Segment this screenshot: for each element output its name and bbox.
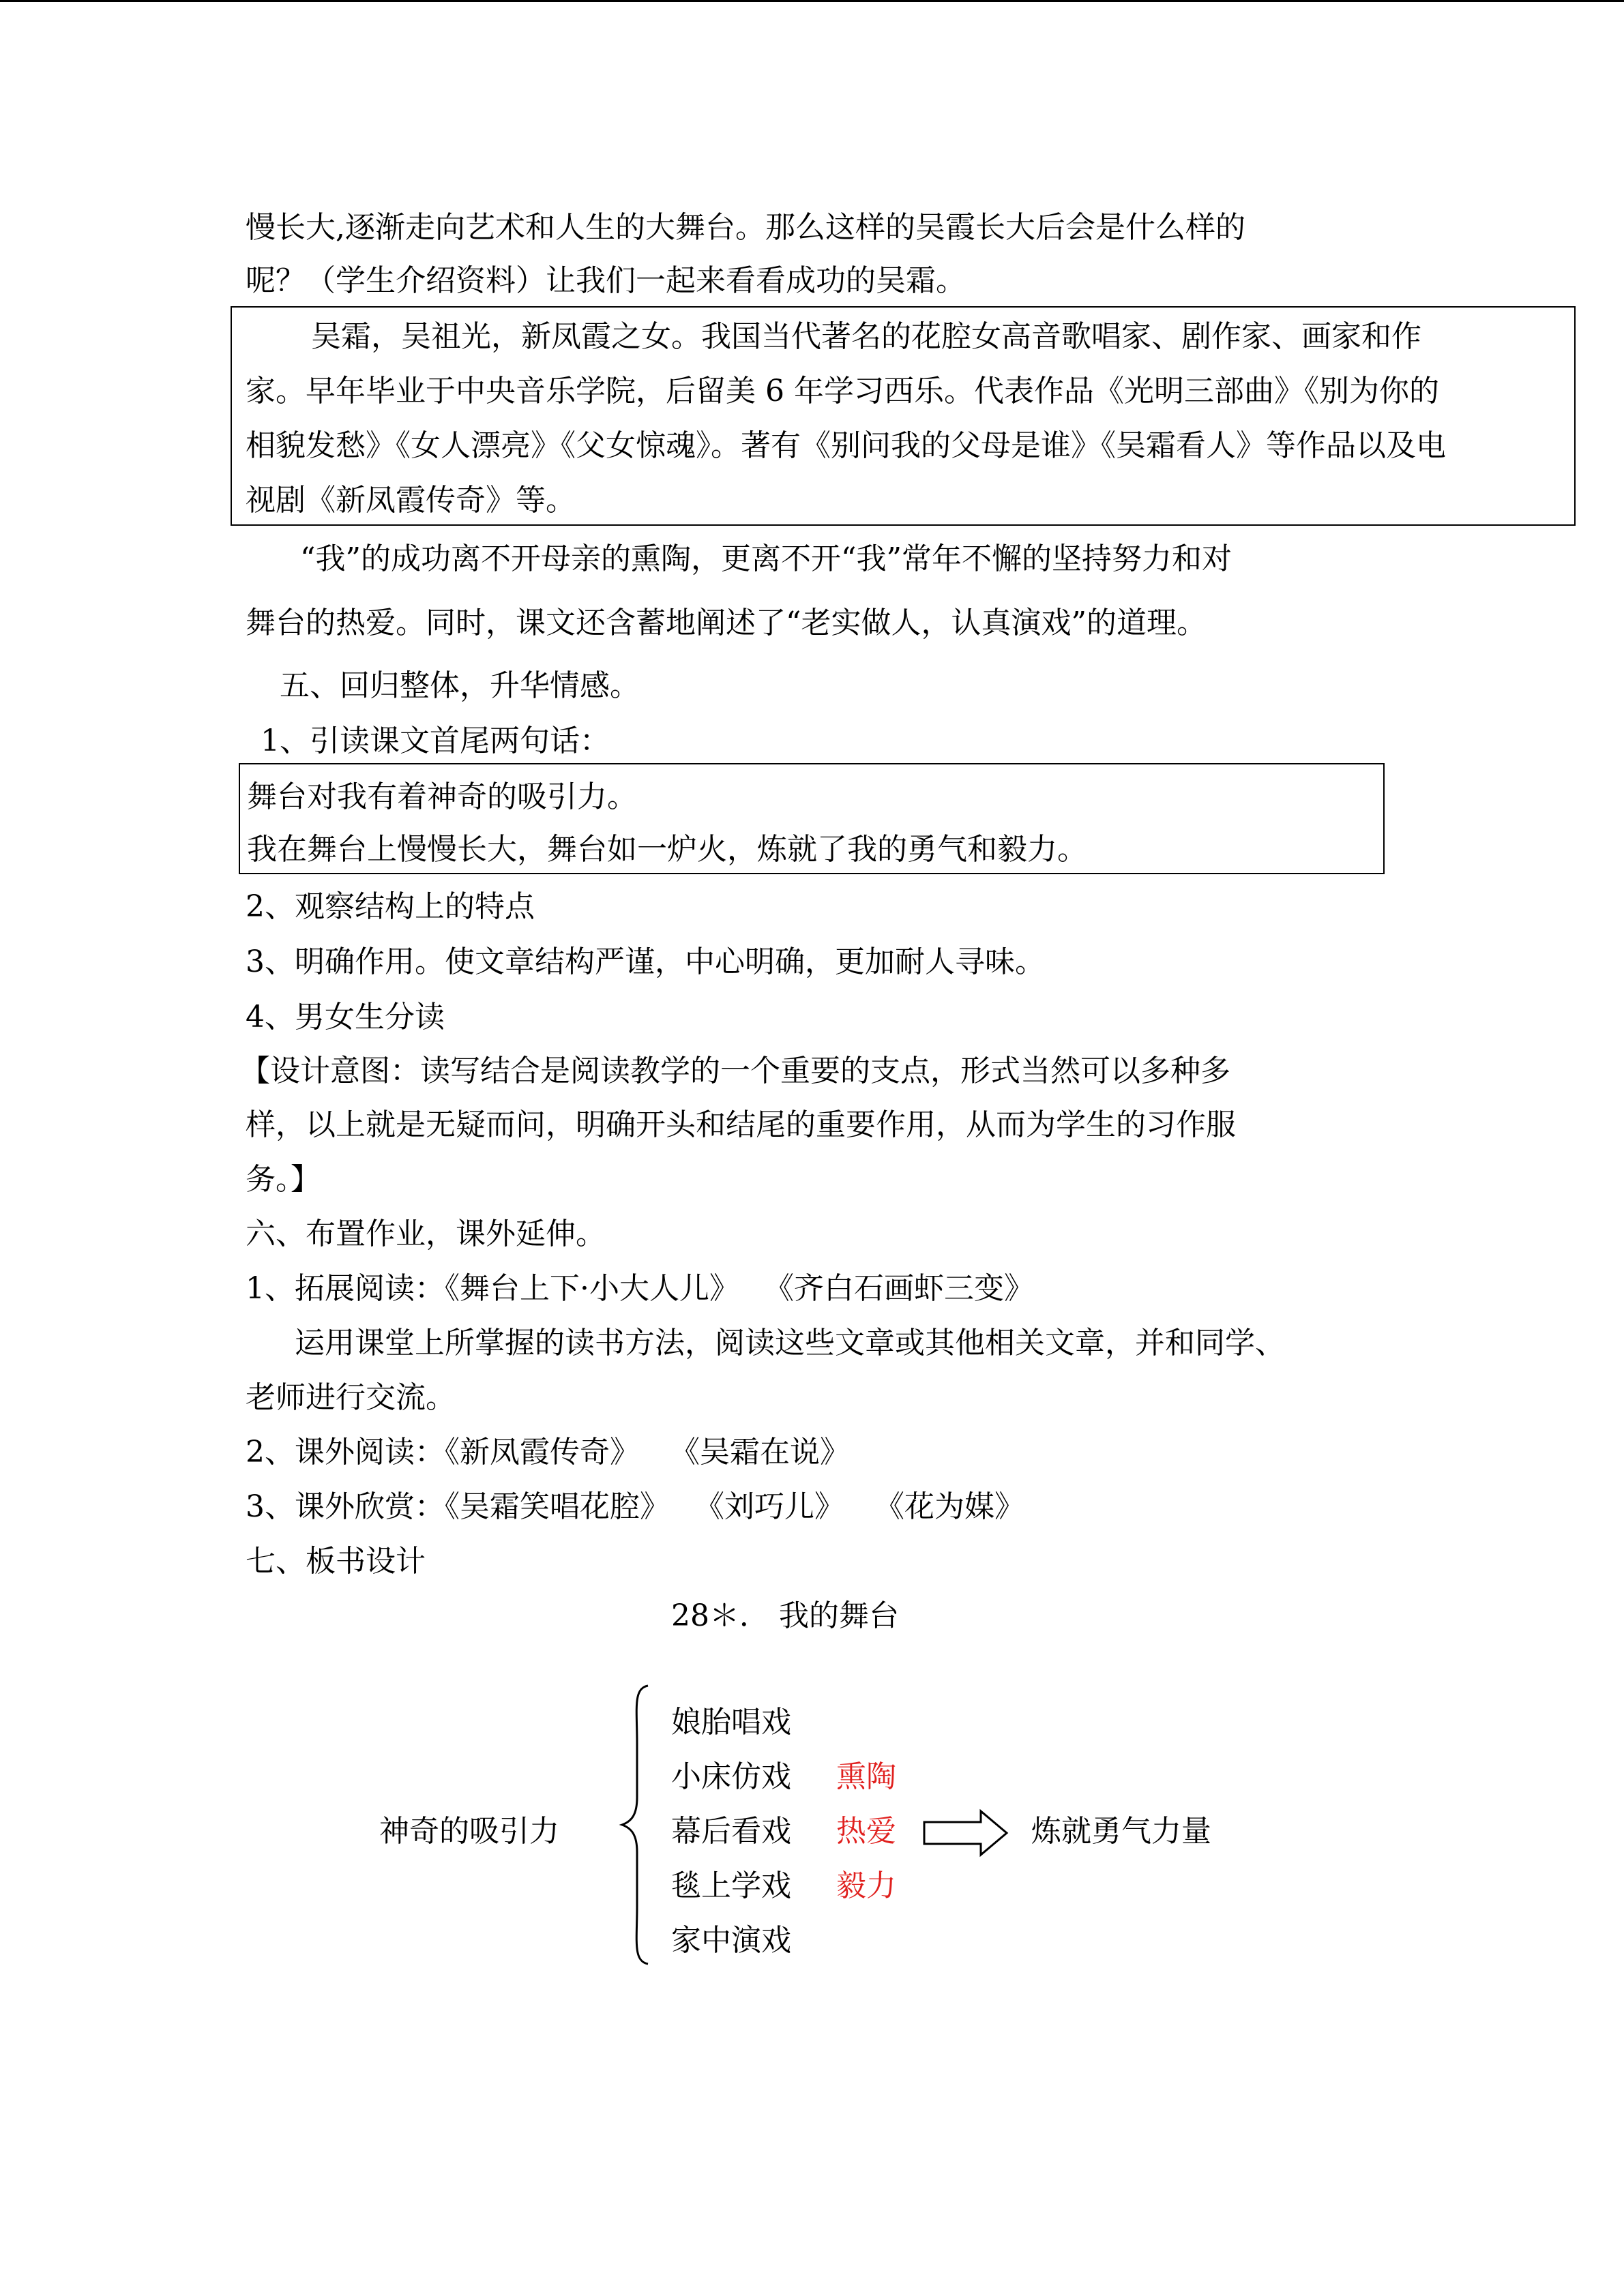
paragraph-line: 呢？（学生介绍资料）让我们一起来看看成功的吴霜。 — [246, 263, 966, 298]
right-arrow-icon — [922, 1808, 1009, 1858]
board-title: 28＊． 我的舞台 — [671, 1598, 899, 1633]
list-item: 3、明确作用。使文章结构严谨，中心明确，更加耐人寻味。 — [246, 944, 1045, 979]
list-item: 2、课外阅读：《新凤霞传奇》 《吴霜在说》 — [246, 1435, 850, 1470]
list-item: 2、观察结构上的特点 — [246, 889, 535, 924]
board-result: 炼就勇气力量 — [1031, 1814, 1211, 1849]
board-keyword: 毅力 — [836, 1868, 896, 1903]
list-item-desc: 运用课堂上所掌握的读书方法，阅读这些文章或其他相关文章，并和同学、 — [295, 1326, 1285, 1360]
page-top-border — [0, 0, 1624, 2]
bio-line: 相貌发愁》《女人漂亮》《父女惊魂》。著有《别问我的父母是谁》《吴霜看人》等作品以及电 — [246, 428, 1446, 463]
design-intent-line: 样，以上就是无疑而问，明确开头和结尾的重要作用，从而为学生的习作服 — [246, 1107, 1236, 1142]
bio-line: 家。早年毕业于中央音乐学院，后留美 6 年学习西乐。代表作品《光明三部曲》《别为你的 — [246, 374, 1439, 408]
summary-line: “我”的成功离不开母亲的熏陶，更离不开“我”常年不懈的坚持努力和对 — [300, 541, 1232, 576]
list-item: 1、引读课文首尾两句话： — [261, 724, 610, 758]
board-item: 小床仿戏 — [671, 1759, 791, 1794]
list-item: 1、拓展阅读：《舞台上下·小大人儿》 《齐白石画虾三变》 — [246, 1271, 1034, 1306]
section-heading: 七、板书设计 — [246, 1544, 426, 1579]
board-item: 毯上学戏 — [671, 1868, 791, 1903]
quote-line: 我在舞台上慢慢长大，舞台如一炉火，炼就了我的勇气和毅力。 — [247, 832, 1087, 867]
list-item: 4、男女生分读 — [246, 1000, 445, 1034]
paragraph-line: 慢长大,逐渐走向艺术和人生的大舞台。那么这样的吴霞长大后会是什么样的 — [246, 210, 1245, 245]
design-intent-line: 【设计意图：读写结合是阅读教学的一个重要的支点，形式当然可以多种多 — [240, 1054, 1230, 1088]
bio-line: 吴霜，吴祖光，新凤霞之女。我国当代著名的花腔女高音歌唱家、剧作家、画家和作 — [311, 319, 1421, 354]
section-heading: 五、回归整体，升华情感。 — [280, 668, 640, 703]
board-item: 家中演戏 — [671, 1923, 791, 1958]
board-keyword: 熏陶 — [836, 1759, 896, 1794]
section-heading: 六、布置作业，课外延伸。 — [246, 1217, 606, 1251]
quote-line: 舞台对我有着神奇的吸引力。 — [247, 779, 637, 814]
summary-line: 舞台的热爱。同时，课文还含蓄地阐述了“老实做人，认真演戏”的道理。 — [246, 606, 1207, 640]
list-item: 3、课外欣赏：《吴霜笑唱花腔》 《刘巧儿》 《花为媒》 — [246, 1489, 1024, 1524]
list-item-desc: 老师进行交流。 — [246, 1380, 456, 1415]
curly-brace-icon — [614, 1682, 655, 1968]
design-intent-line: 务。】 — [246, 1162, 321, 1197]
bio-line: 视剧《新凤霞传奇》等。 — [246, 483, 576, 518]
board-item: 娘胎唱戏 — [671, 1705, 791, 1740]
board-item: 幕后看戏 — [671, 1814, 791, 1849]
board-keyword: 热爱 — [836, 1814, 896, 1849]
board-left-label: 神奇的吸引力 — [379, 1814, 559, 1849]
